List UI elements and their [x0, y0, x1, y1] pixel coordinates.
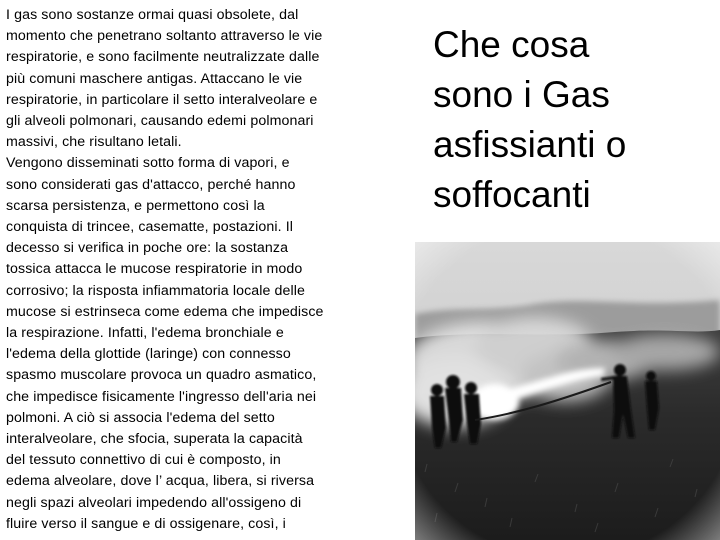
title-line: soffocanti	[433, 174, 591, 215]
title-line: asfissianti o	[433, 124, 627, 165]
body-line: fluire verso il sangue e di ossigenare, così, i	[6, 515, 286, 532]
body-line: respiratorie, e sono facilmente neutralizzate dalle	[6, 49, 320, 66]
body-line: l'edema della glottide (laringe) con connesso	[6, 346, 291, 363]
body-line: corrosivo; la risposta infiammatoria locale delle	[6, 282, 306, 299]
body-line: più comuni maschere antigas. Attaccano le vie	[6, 70, 303, 87]
body-line: spasmo muscolare provoca un quadro asmatico,	[6, 367, 317, 384]
title-line: Che cosa	[433, 24, 590, 65]
body-line: del tessuto connettivo di cui è composto, in	[6, 452, 281, 469]
body-line: scarsa persistenza, e permettono così la	[6, 197, 265, 214]
body-line: sono considerati gas d'attacco, perché hanno	[6, 176, 296, 193]
body-line: conquista di trincee, casematte, postazioni. Il	[6, 219, 294, 236]
body-line: gli alveoli polmonari, causando edemi polmonari	[6, 113, 314, 130]
body-line: Vengono disseminati sotto forma di vapori, e	[6, 155, 290, 172]
slide-title	[433, 20, 713, 220]
body-line: edema alveolare, dove l’ acqua, libera, si riversa	[6, 473, 315, 490]
body-line: la respirazione. Infatti, l'edema bronchiale e	[6, 325, 284, 342]
body-line: I gas sono sostanze ormai quasi obsolete, dal	[6, 7, 299, 23]
body-line: momento che penetrano soltanto attraverso le vie	[6, 28, 323, 45]
body-line: respiratorie, in particolare il setto interalveolare e	[6, 91, 318, 108]
body-line: interalveolare, che sfocia, superata la capacità	[6, 431, 303, 448]
body-line: polmoni. A ciò si associa l'edema del setto	[6, 409, 275, 426]
gas-attack-photo	[415, 242, 720, 540]
body-line: che impedisce fisicamente l'ingresso dell'aria nei	[6, 388, 317, 405]
body-line: mucose si estrinseca come edema che impedisce	[6, 303, 324, 320]
body-line: massivi, che risultano letali.	[6, 134, 182, 151]
body-line: decesso si verifica in poche ore: la sostanza	[6, 240, 289, 257]
body-line: negli spazi alveolari impedendo all'ossigeno di	[6, 494, 302, 511]
body-text	[6, 5, 408, 535]
body-line: tossica attacca le mucose respiratorie in modo	[6, 261, 303, 278]
title-line: sono i Gas	[433, 74, 610, 115]
